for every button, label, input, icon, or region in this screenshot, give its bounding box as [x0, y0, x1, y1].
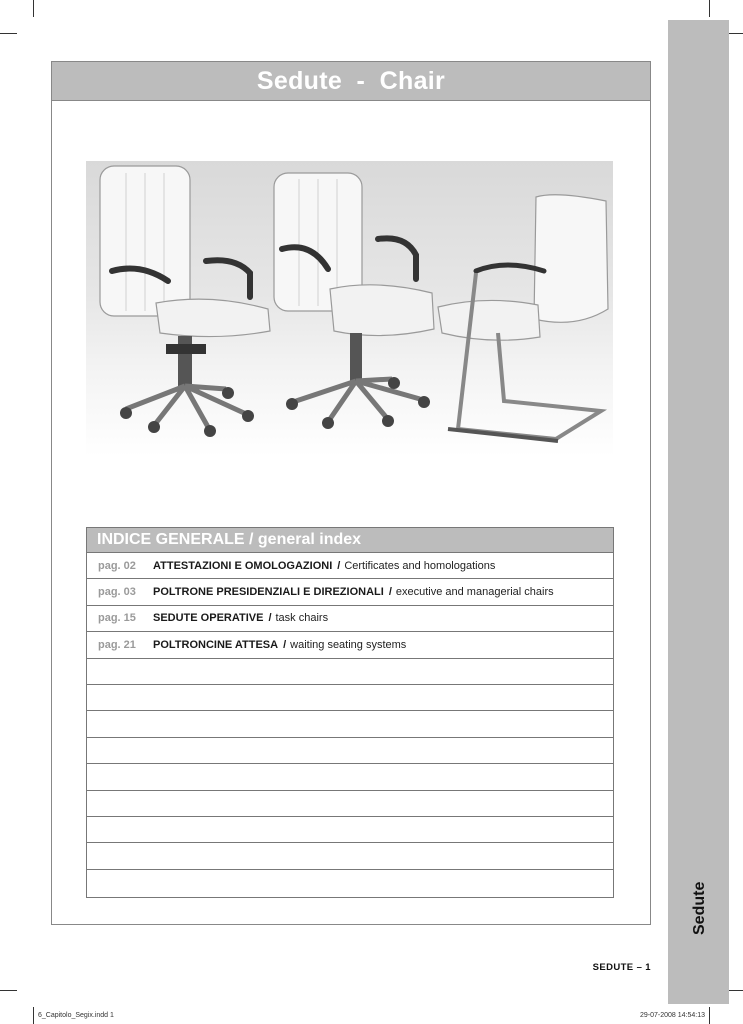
- index-title-it: SEDUTE OPERATIVE: [153, 612, 264, 625]
- crop-mark: [0, 33, 17, 34]
- index-page-number: pag. 21: [98, 638, 136, 651]
- index-page-number: pag. 15: [98, 612, 136, 625]
- index-separator: /: [337, 559, 341, 572]
- index-title-en: executive and managerial chairs: [395, 586, 554, 599]
- index-row: [87, 817, 613, 843]
- index-page-number: pag. 02: [98, 559, 136, 572]
- page-title: Sedute - Chair: [256, 66, 446, 95]
- index-title-en: Certificates and homologations: [344, 559, 496, 572]
- managerial-chair-icon: [274, 173, 434, 429]
- index-title-it: ATTESTAZIONI E OMOLOGAZIONI: [153, 559, 333, 572]
- index-row: [87, 606, 613, 632]
- index-row: [87, 659, 613, 685]
- index-title-en: task chairs: [275, 612, 329, 625]
- crop-mark: [33, 1007, 34, 1024]
- index-row: [87, 632, 613, 658]
- general-index-table: [86, 527, 614, 898]
- index-row: [87, 843, 613, 869]
- index-row: [87, 685, 613, 711]
- index-row: [87, 870, 613, 896]
- index-header: [87, 528, 613, 553]
- office-chairs-photo: [86, 161, 613, 456]
- file-slug: 6_Capitolo_Segix.indd 1: [38, 1012, 114, 1019]
- index-title-it: POLTRONCINE ATTESA: [153, 638, 279, 651]
- chairs-illustration: [86, 161, 613, 456]
- crop-mark: [709, 0, 710, 17]
- index-title-en: waiting seating systems: [290, 638, 407, 651]
- index-separator: /: [283, 638, 287, 651]
- index-row: [87, 579, 613, 605]
- index-row: [87, 711, 613, 737]
- title-bar: [51, 61, 651, 101]
- executive-chair-icon: [100, 166, 270, 437]
- timestamp-slug: 29-07-2008 14:54:13: [640, 1012, 705, 1019]
- crop-mark: [0, 990, 17, 991]
- index-row: [87, 553, 613, 579]
- index-title-it: POLTRONE PRESIDENZIALI E DIREZIONALI: [153, 586, 384, 599]
- chapter-tab: [668, 20, 729, 1004]
- index-page-number: pag. 03: [98, 586, 136, 599]
- index-row: [87, 738, 613, 764]
- index-separator: /: [388, 586, 392, 599]
- crop-mark: [709, 1007, 710, 1024]
- index-row: [87, 764, 613, 790]
- index-separator: /: [268, 612, 272, 625]
- page-number-label: SEDUTE – 1: [592, 962, 651, 973]
- index-rows: [87, 553, 613, 896]
- crop-mark: [33, 0, 34, 17]
- chapter-tab-text: Sedute: [691, 881, 708, 935]
- index-title: INDICE GENERALE / general index: [97, 531, 362, 548]
- index-row: [87, 791, 613, 817]
- waiting-chair-icon: [438, 195, 608, 441]
